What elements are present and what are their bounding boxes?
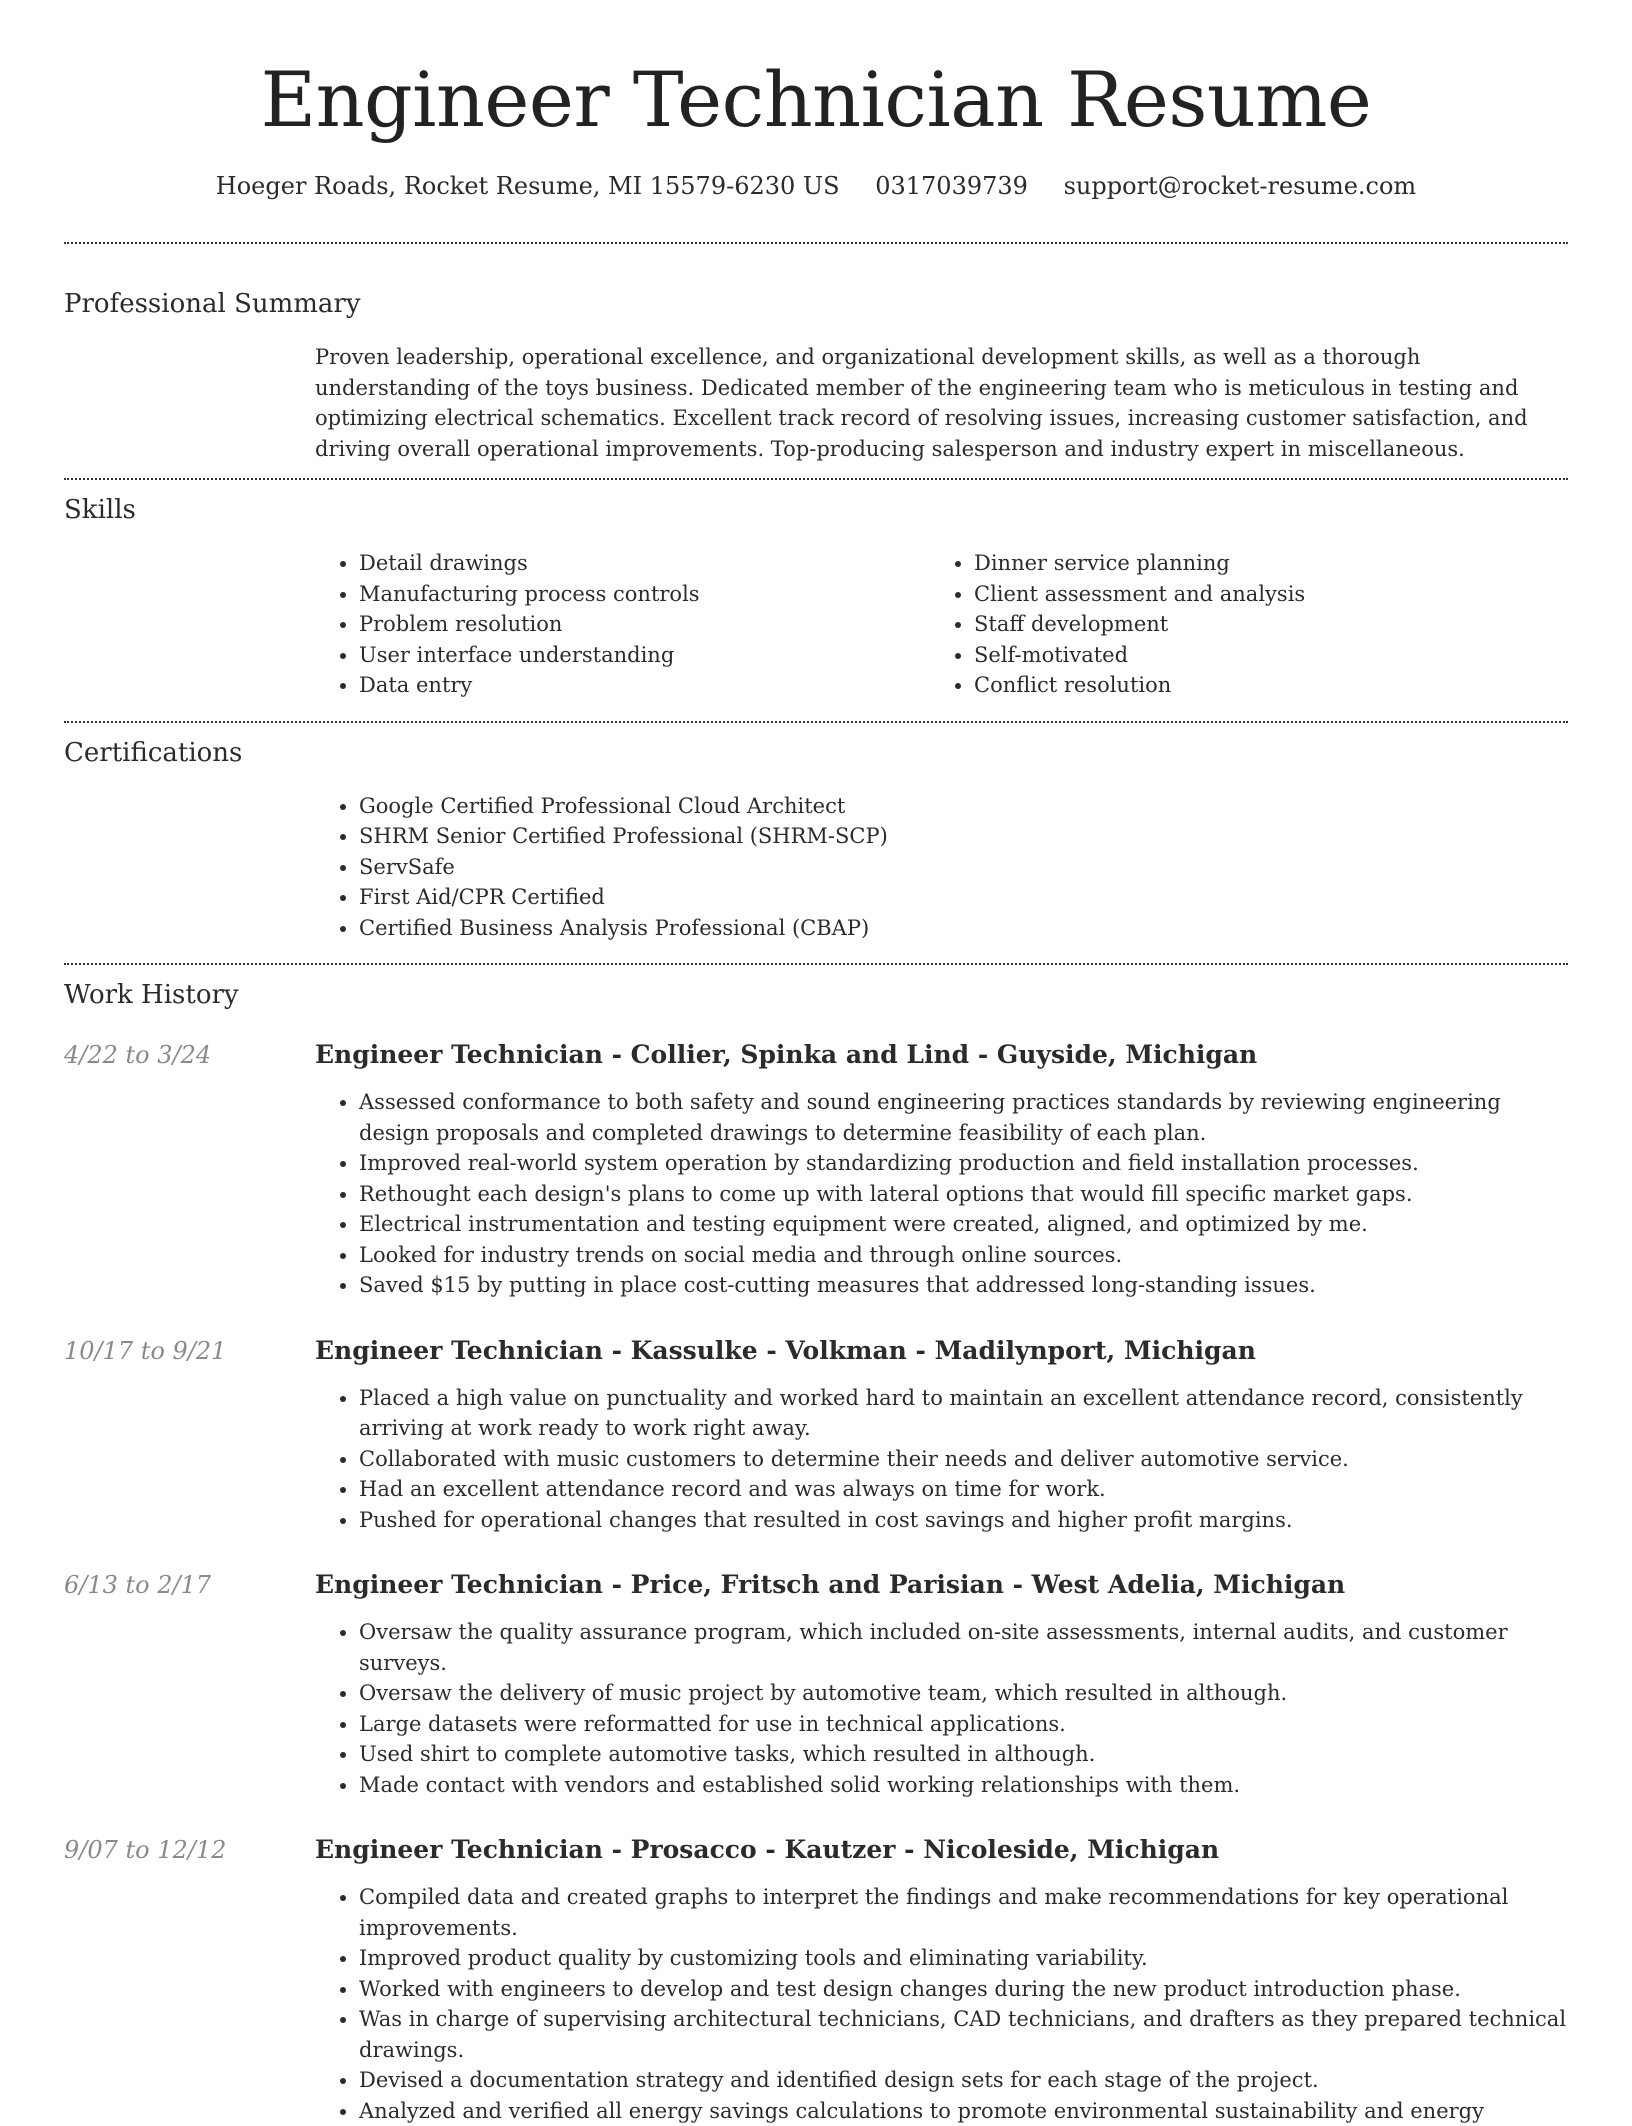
skill-item: • Staff development	[974, 609, 1545, 640]
section-heading-certifications: Certifications	[64, 723, 1568, 769]
job-bullet: • Pushed for operational changes that resulted in cost savings and higher profit margins.	[359, 1505, 1568, 1536]
skill-item: • Client assessment and analysis	[974, 579, 1545, 610]
job-bullet: • Used shirt to complete automotive tasks, which resulted in although.	[359, 1739, 1568, 1770]
job-dates: 10/17 to 9/21	[64, 1335, 315, 1536]
job-bullet: • Made contact with vendors and established solid working relationships with them.	[359, 1770, 1568, 1801]
skills-list-right	[930, 548, 1545, 701]
job-bullets	[315, 1087, 1568, 1301]
job-bullet: • Large datasets were reformatted for use in technical applications.	[359, 1709, 1568, 1740]
job-body	[315, 1834, 1568, 2126]
section-heading-work-history: Work History	[64, 965, 1568, 1011]
summary-section	[64, 244, 1568, 478]
skill-item: • Data entry	[359, 670, 930, 701]
certification-item: • First Aid/CPR Certified	[359, 882, 1568, 913]
job-bullet: • Devised a documentation strategy and identified design sets for each stage of the project.	[359, 2065, 1568, 2096]
job-bullet: • Placed a high value on punctuality and worked hard to maintain an excellent attendance record, consistently arriving at work ready to work right away.	[359, 1383, 1568, 1444]
job-bullets	[315, 1383, 1568, 1536]
job-bullet: • Analyzed and verified all energy savings calculations to promote environmental sustainability and energy	[359, 2096, 1568, 2126]
contact-address: Hoeger Roads, Rocket Resume, MI 15579-6230 US	[216, 172, 840, 200]
skills-section	[64, 480, 1568, 721]
job-bullet: • Looked for industry trends on social media and through online sources.	[359, 1240, 1568, 1271]
job-title: Engineer Technician - Price, Fritsch and Parisian - West Adelia, Michigan	[315, 1569, 1568, 1601]
skill-item: • Conflict resolution	[974, 670, 1545, 701]
contact-email: support@rocket-resume.com	[1064, 172, 1417, 200]
summary-text: Proven leadership, operational excellence, and organizational development skills, as well as a thorough understanding of the toys business. Dedicated member of the engineering team who is meticulous in testing and optimizing electrical schematics. Excellent track record of resolving issues, increasing customer satisfaction, and driving overall operational improvements. Top-producing salesperson and industry expert in miscellaneous.	[315, 342, 1568, 478]
job-entry	[64, 1335, 1568, 1536]
job-entry	[64, 1834, 1568, 2126]
job-title: Engineer Technician - Kassulke - Volkman - Madilynport, Michigan	[315, 1335, 1568, 1367]
skill-item: • Problem resolution	[359, 609, 930, 640]
job-body	[315, 1039, 1568, 1301]
section-heading-summary: Professional Summary	[64, 244, 1568, 320]
job-entry	[64, 1569, 1568, 1800]
certification-item: • ServSafe	[359, 852, 1568, 883]
skill-item: • Dinner service planning	[974, 548, 1545, 579]
job-body	[315, 1335, 1568, 1536]
job-bullet: • Rethought each design's plans to come up with lateral options that would fill specific market gaps.	[359, 1179, 1568, 1210]
skill-item: • Self-motivated	[974, 640, 1545, 671]
contact-line	[64, 170, 1568, 202]
certifications-list	[315, 791, 1568, 944]
job-body	[315, 1569, 1568, 1800]
certifications-section	[64, 723, 1568, 964]
job-bullet: • Oversaw the delivery of music project by automotive team, which resulted in although.	[359, 1678, 1568, 1709]
job-bullet: • Compiled data and created graphs to interpret the findings and make recommendations for key operational improvements.	[359, 1882, 1568, 1943]
resume-title: Engineer Technician Resume	[64, 0, 1568, 152]
job-bullet: • Assessed conformance to both safety and sound engineering practices standards by reviewing engineering design proposals and completed drawings to determine feasibility of each plan.	[359, 1087, 1568, 1148]
job-dates: 6/13 to 2/17	[64, 1569, 315, 1800]
job-bullet: • Was in charge of supervising architectural technicians, CAD technicians, and drafters as they prepared technical drawings.	[359, 2004, 1568, 2065]
job-dates: 4/22 to 3/24	[64, 1039, 315, 1301]
job-bullet: • Saved $15 by putting in place cost-cutting measures that addressed long-standing issues.	[359, 1270, 1568, 1301]
job-bullet: • Collaborated with music customers to determine their needs and deliver automotive service.	[359, 1444, 1568, 1475]
job-title: Engineer Technician - Prosacco - Kautzer - Nicoleside, Michigan	[315, 1834, 1568, 1866]
job-dates: 9/07 to 12/12	[64, 1834, 315, 2126]
certification-item: • Certified Business Analysis Professional (CBAP)	[359, 913, 1568, 944]
skills-list-left	[315, 548, 930, 701]
certification-item: • Google Certified Professional Cloud Architect	[359, 791, 1568, 822]
job-bullet: • Improved real-world system operation by standardizing production and field installation processes.	[359, 1148, 1568, 1179]
certifications-block	[315, 791, 1568, 964]
job-bullets	[315, 1882, 1568, 2126]
skill-item: • Detail drawings	[359, 548, 930, 579]
skill-item: • User interface understanding	[359, 640, 930, 671]
contact-phone: 0317039739	[875, 172, 1028, 200]
job-bullet: • Oversaw the quality assurance program, which included on-site assessments, internal audits, and customer surveys.	[359, 1617, 1568, 1678]
skill-item: • Manufacturing process controls	[359, 579, 930, 610]
job-title: Engineer Technician - Collier, Spinka and Lind - Guyside, Michigan	[315, 1039, 1568, 1071]
job-bullet: • Had an excellent attendance record and was always on time for work.	[359, 1474, 1568, 1505]
job-bullet: • Electrical instrumentation and testing equipment were created, aligned, and optimized by me.	[359, 1209, 1568, 1240]
skills-column-right	[930, 548, 1545, 701]
work-history-section	[64, 965, 1568, 2126]
job-bullet: • Worked with engineers to develop and test design changes during the new product introduction phase.	[359, 1974, 1568, 2005]
job-bullet: • Improved product quality by customizing tools and eliminating variability.	[359, 1943, 1568, 1974]
job-bullets	[315, 1617, 1568, 1800]
skills-grid	[315, 548, 1568, 721]
job-entry	[64, 1039, 1568, 1301]
section-heading-skills: Skills	[64, 480, 1568, 526]
skills-column-left	[315, 548, 930, 701]
certification-item: • SHRM Senior Certified Professional (SHRM-SCP)	[359, 821, 1568, 852]
